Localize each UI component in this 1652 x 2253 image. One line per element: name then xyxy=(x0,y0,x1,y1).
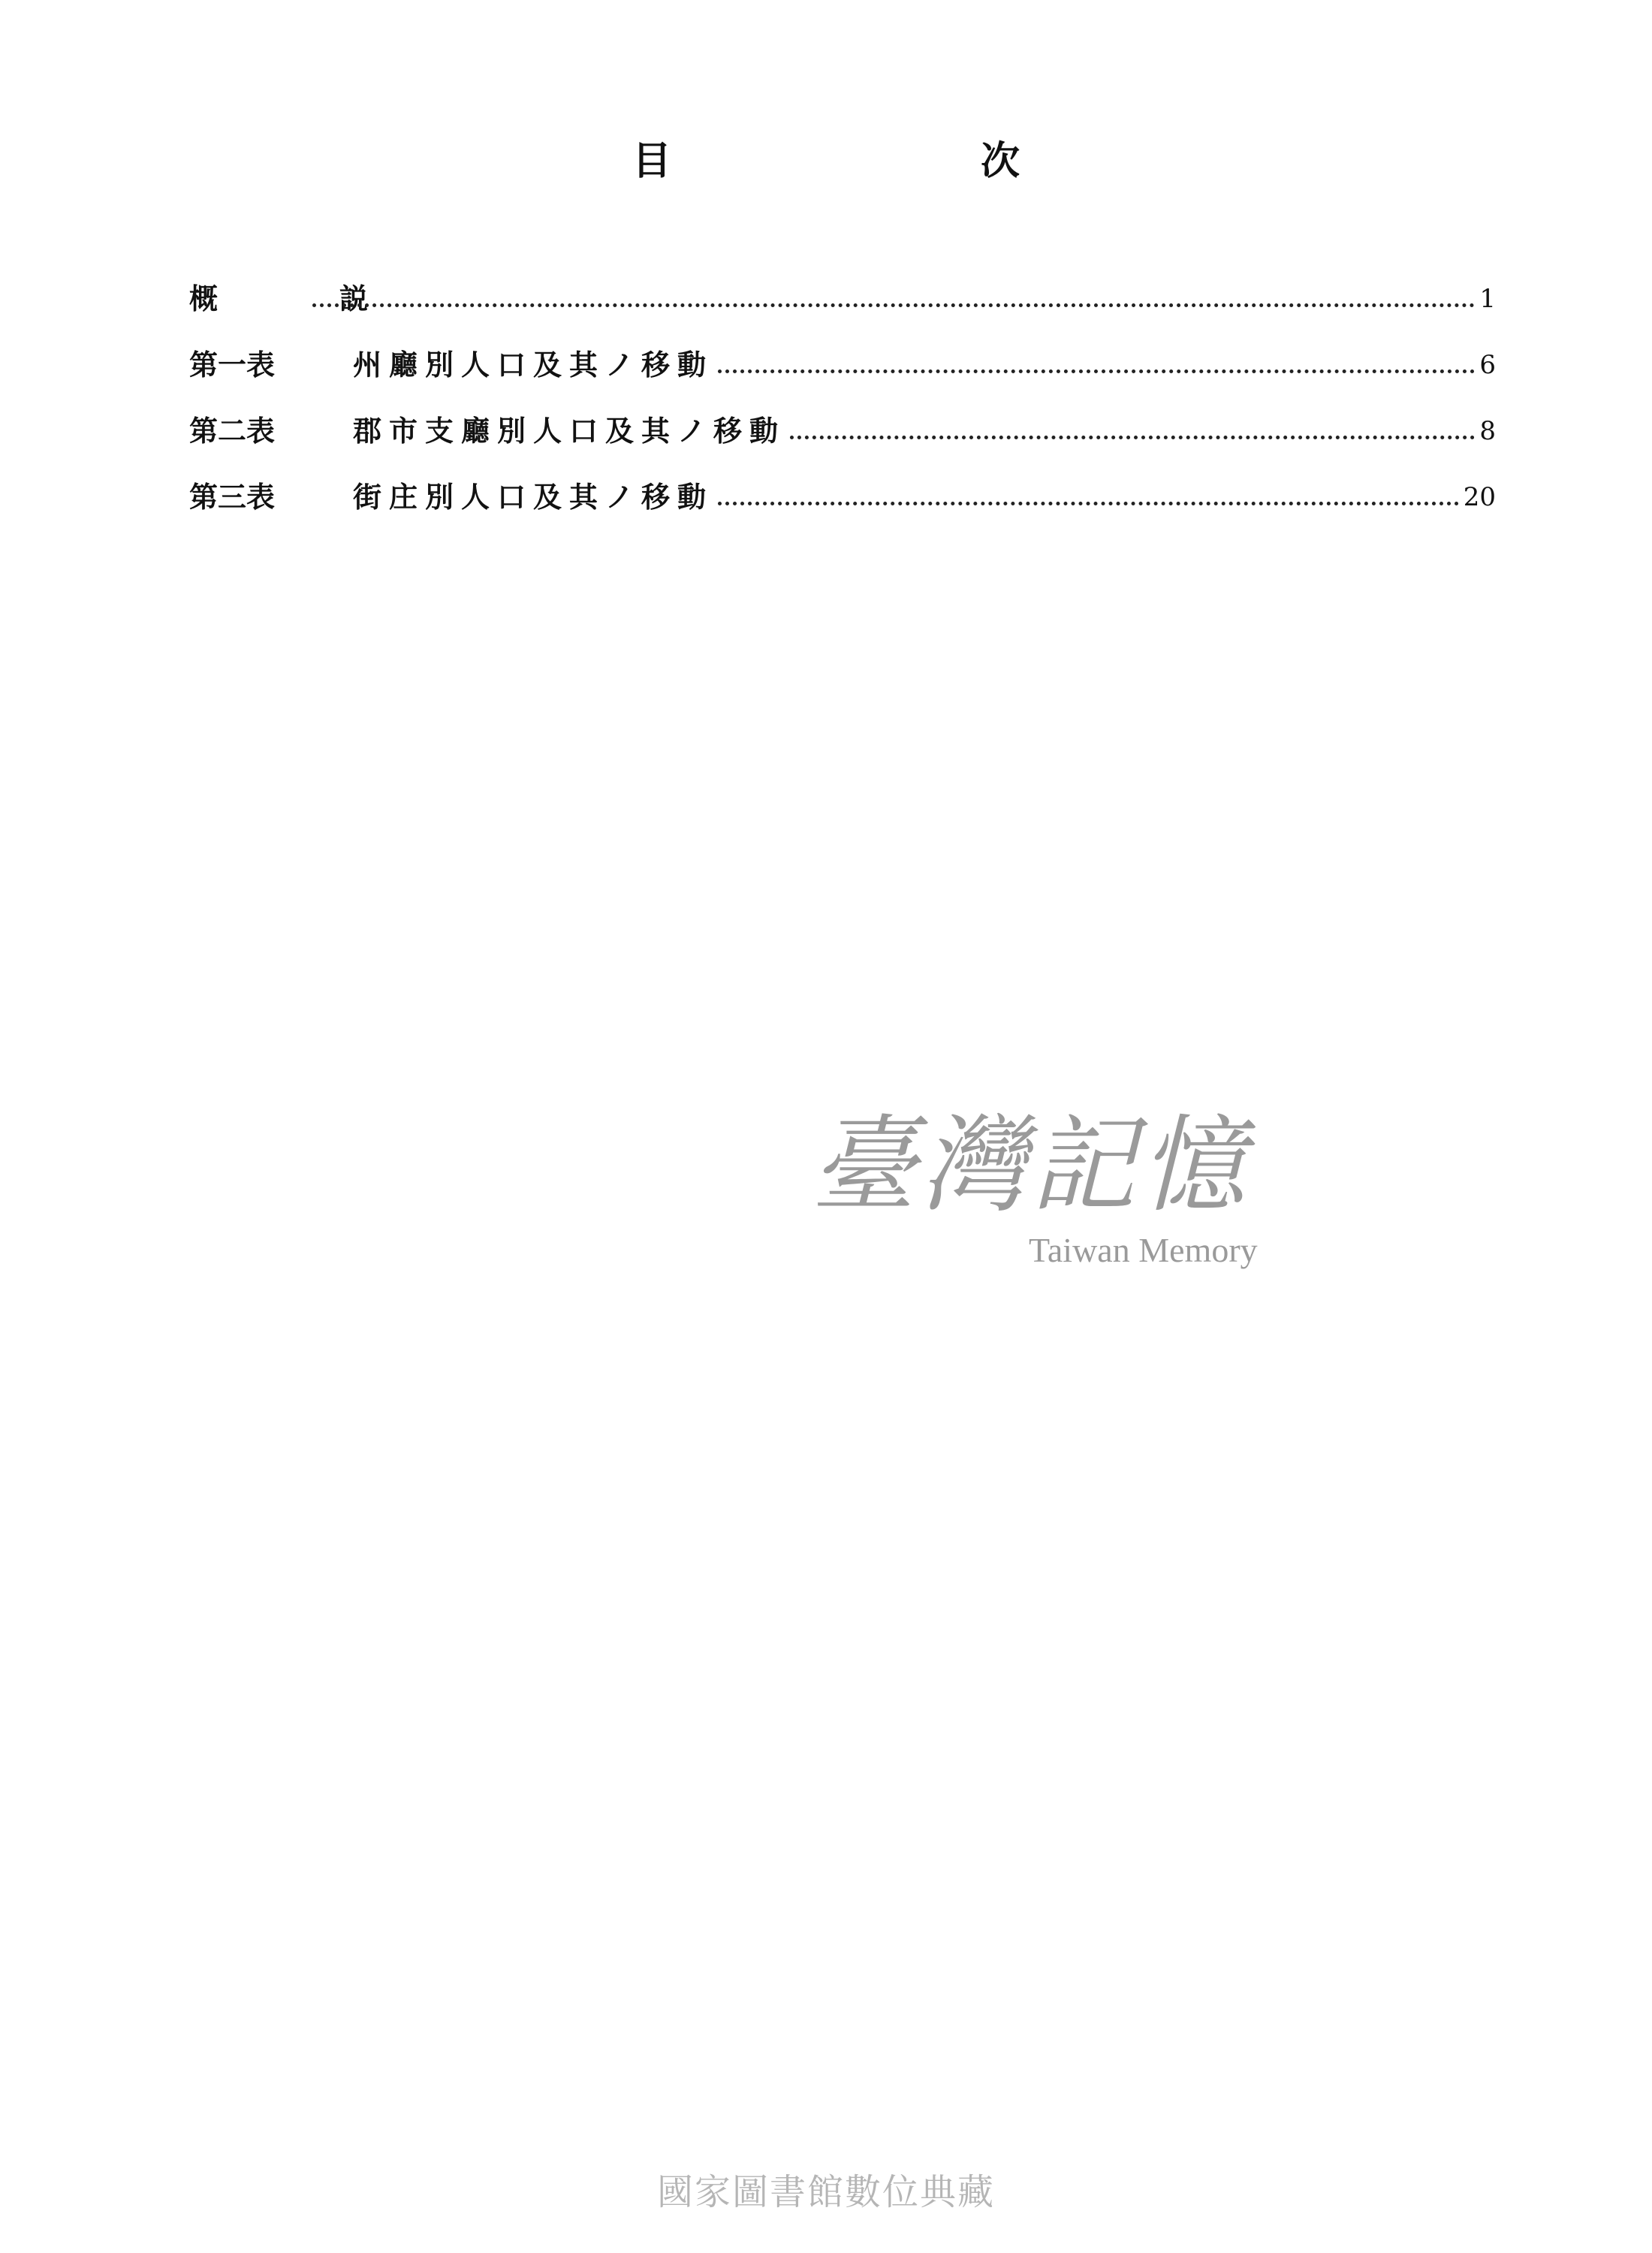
dot-leader xyxy=(718,369,1475,373)
dot-leader xyxy=(718,502,1459,505)
page-title: 目 次 xyxy=(632,139,1155,184)
toc-entry-page: 6 xyxy=(1479,350,1496,380)
dot-leader xyxy=(790,436,1475,439)
toc-entry-table-2[interactable] xyxy=(189,414,1496,448)
taiwan-memory-watermark xyxy=(803,1089,1284,1284)
toc-entry-page: 8 xyxy=(1479,416,1496,446)
toc-entry-page: 20 xyxy=(1463,482,1496,512)
toc-entry-title: 郡市支廳別人口及其ノ移動 xyxy=(353,414,786,448)
watermark-english-text: Taiwan Memory xyxy=(1029,1231,1258,1269)
footer-collection-notice: 國家圖書館數位典藏 xyxy=(656,2171,995,2213)
toc-entry-table-3[interactable] xyxy=(189,480,1496,514)
toc-entry-overview[interactable] xyxy=(189,282,1496,316)
dot-leader xyxy=(312,303,1475,307)
toc-entry-table-1[interactable] xyxy=(189,348,1496,382)
toc-entry-label: 第三表 xyxy=(189,480,276,514)
toc-entry-title: 街庄別人口及其ノ移動 xyxy=(353,480,714,514)
toc-entry-page: 1 xyxy=(1479,284,1496,314)
toc-entry-label: 概 説 xyxy=(189,282,415,315)
table-of-contents xyxy=(189,282,1496,546)
toc-entry-label: 第一表 xyxy=(189,348,276,382)
toc-entry-label: 第二表 xyxy=(189,414,276,448)
watermark-logo xyxy=(803,1089,1284,1284)
toc-entry-title: 州廳別人口及其ノ移動 xyxy=(353,348,714,382)
watermark-chinese-text: 臺灣記憶 xyxy=(811,1105,1250,1227)
